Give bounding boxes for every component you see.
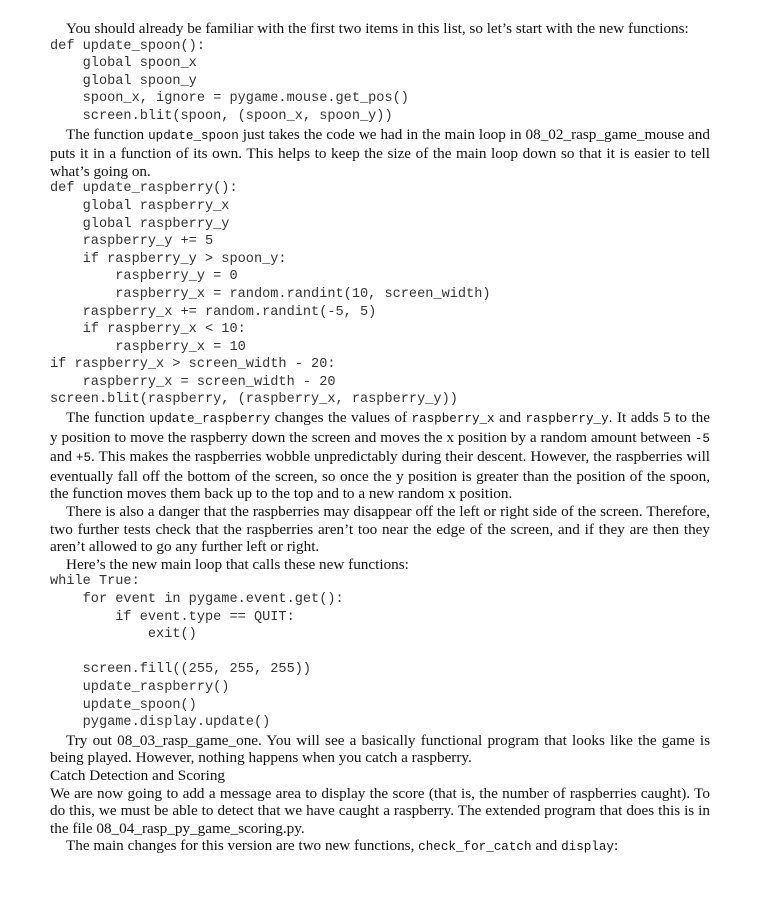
code-line: while True: <box>50 574 140 590</box>
tryout-paragraph: Try out 08_03_rasp_game_one. You will see a basically functional program that looks like the game is being played. However, nothing happens when you catch a raspberry. <box>50 731 710 767</box>
text-run: . It adds 5 to the y position to move the raspberry down the screen and moves the x position by a random amount between <box>50 409 710 446</box>
code-line: def update_spoon(): <box>50 38 205 54</box>
code-line: raspberry_x += random.randint(-5, 5) <box>50 304 377 320</box>
code-line: global raspberry_y <box>50 216 230 232</box>
code-line: update_spoon() <box>50 697 197 713</box>
code-line: global raspberry_x <box>50 198 230 214</box>
text-run: just takes the code we had in the main loop in 08_02_rasp_game_mouse and puts it in a function of its own. This helps to keep the size of the main loop down so that it is easier to tell what’s going on. <box>50 125 710 180</box>
text-run: and <box>531 837 562 855</box>
code-update-raspberry <box>50 180 710 409</box>
code-line: if raspberry_y > spoon_y: <box>50 251 287 267</box>
changes-paragraph <box>50 837 710 857</box>
code-line: raspberry_x = random.randint(10, screen_width) <box>50 286 491 302</box>
text-run: changes the values of <box>270 409 412 427</box>
text-run: The function <box>66 125 149 143</box>
text-run: and <box>50 448 76 466</box>
code-line: if event.type == QUIT: <box>50 609 295 625</box>
code-line: exit() <box>50 627 197 643</box>
raspberry-explanation-paragraph <box>50 409 710 503</box>
code-line: global spoon_y <box>50 73 197 89</box>
code-line: raspberry_x = 10 <box>50 339 246 355</box>
code-line: def update_raspberry(): <box>50 181 238 197</box>
code-line: screen.blit(raspberry, (raspberry_x, raspberry_y)) <box>50 392 458 408</box>
code-line: if raspberry_x < 10: <box>50 322 246 338</box>
mainloop-intro-paragraph: Here’s the new main loop that calls these new functions: <box>66 555 409 573</box>
code-line: if raspberry_x > screen_width - 20: <box>50 357 336 373</box>
code-line: update_raspberry() <box>50 679 230 695</box>
section-heading: Catch Detection and Scoring <box>50 766 226 784</box>
catch-paragraph: We are now going to add a message area to display the score (that is, the number of raspberries caught). To do this, we must be able to detect that we have caught a raspberry. The extended program that does this is in the file 08_04_rasp_py_game_scoring.py. <box>50 784 710 837</box>
text-run: : <box>613 837 619 855</box>
inline-code: display <box>561 840 614 855</box>
text-run: The function <box>66 409 150 427</box>
inline-code: check_for_catch <box>418 840 532 855</box>
document-page <box>50 20 710 857</box>
code-line: screen.fill((255, 255, 255)) <box>50 662 312 678</box>
spoon-explanation-paragraph <box>50 126 710 181</box>
intro-paragraph: You should already be familiar with the first two items in this list, so let’s start with the new functions: <box>66 20 689 37</box>
code-line: pygame.display.update() <box>50 715 271 731</box>
code-line: global spoon_x <box>50 56 197 72</box>
text-run: The main changes for this version are two new functions, <box>66 837 419 855</box>
inline-code: +5 <box>75 451 92 466</box>
code-line: raspberry_x = screen_width - 20 <box>50 374 336 390</box>
code-line: screen.blit(spoon, (spoon_x, spoon_y)) <box>50 108 393 124</box>
text-run: . This makes the raspberries wobble unpredictably during their descent. However, the raspberries will eventually fall off the bottom of the screen, so once the y position is greater than the position of the spoon, the function moves them back up to the top and to a new random x position. <box>50 448 711 503</box>
code-main-loop <box>50 573 710 731</box>
text-run: and <box>494 409 526 427</box>
inline-code: update_raspberry <box>149 412 271 427</box>
danger-paragraph: There is also a danger that the raspberries may disappear off the left or right side of the screen. Therefore, two further tests check that the raspberries aren’t too near the edge of the screen, and if they are then they aren’t allowed to go any further left or right. <box>50 503 710 556</box>
inline-code: -5 <box>694 431 710 446</box>
code-blank-line <box>50 644 710 662</box>
inline-code: raspberry_y <box>525 412 609 427</box>
inline-code: update_spoon <box>148 128 239 143</box>
code-line: raspberry_y = 0 <box>50 269 238 285</box>
code-update-spoon <box>50 38 710 126</box>
inline-code: raspberry_x <box>411 412 495 427</box>
code-line: raspberry_y += 5 <box>50 234 214 250</box>
code-line: spoon_x, ignore = pygame.mouse.get_pos() <box>50 91 409 107</box>
code-line: for event in pygame.event.get(): <box>50 592 344 607</box>
